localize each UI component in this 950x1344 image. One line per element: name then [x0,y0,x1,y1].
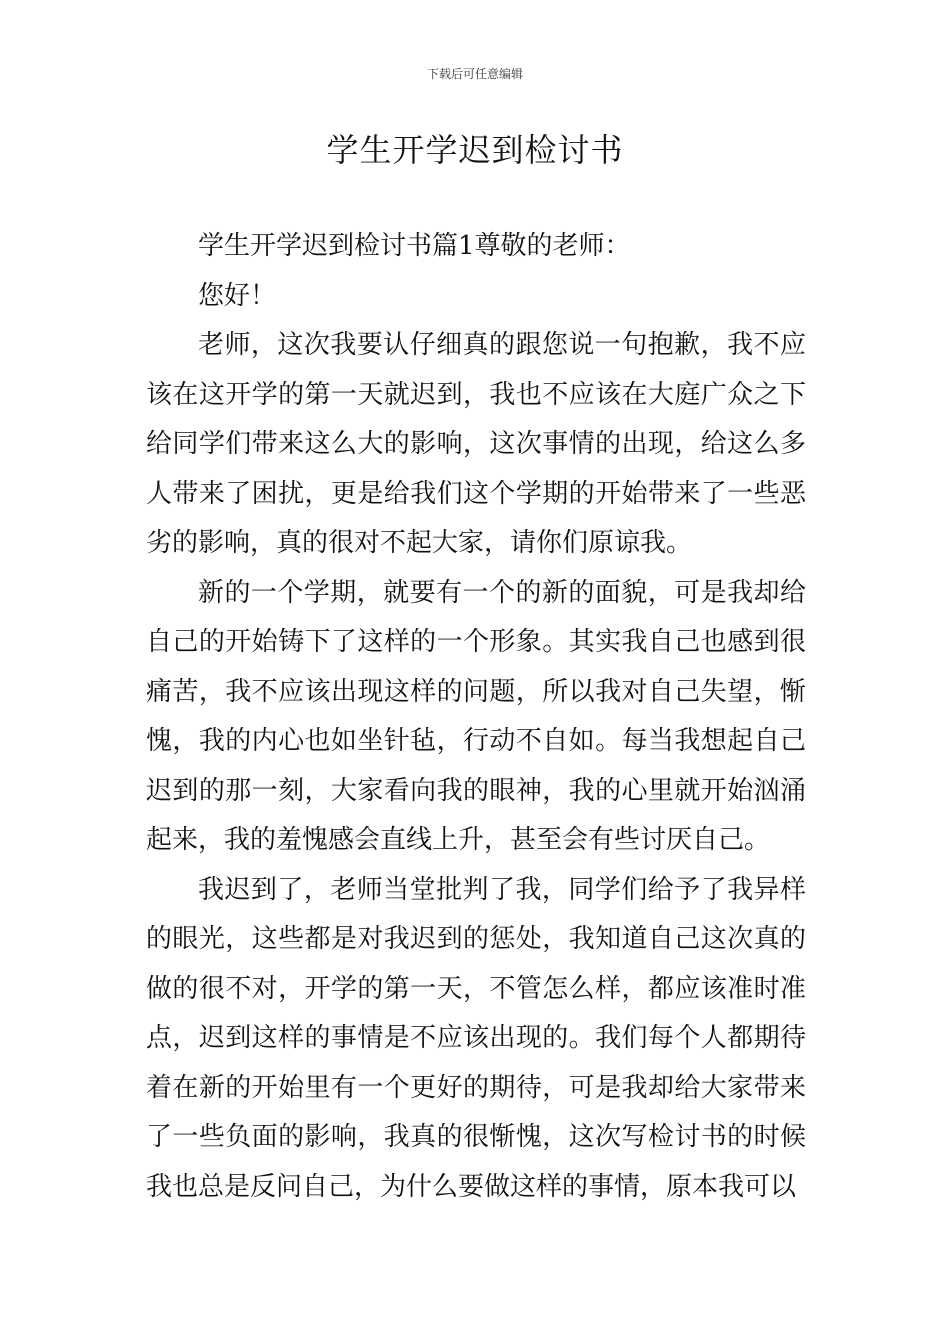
paragraph-greeting: 您好！ [198,280,277,311]
document-title: 学生开学迟到检讨书 [326,131,624,169]
paragraph-apology: 老师，这次我要认仔细真的跟您说一句抱歉，我不应该在这开学的第一天就迟到，我也不应该在大庭广众之下给同学们带来这么大的影响，这次事情的出现，给这么多人带来了困扰，更是给我们这个学期的开始带来了一些恶劣的影响，真的很对不起大家，请你们原谅我。 [146,330,806,558]
document-body [146,222,806,1212]
paragraph-heading-line: 学生开学迟到检讨书篇1尊敬的老师： [198,231,631,261]
page-header-note: 下载后可任意编辑 [426,67,523,81]
paragraph-new-semester: 新的一个学期，就要有一个的新的面貌，可是我却给自己的开始铸下了这样的一个形象。其实我自己也感到很痛苦，我不应该出现这样的问题，所以我对自己失望，惭愧，我的内心也如坐针毡，行动不自如。每当我想起自己迟到的那一刻，大家看向我的眼神，我的心里就开始汹涌起来，我的羞愧感会直线上升，甚至会有些讨厌自己。 [146,577,806,855]
paragraph-consequences: 我迟到了，老师当堂批判了我，同学们给予了我异样的眼光，这些都是对我迟到的惩处，我知道自己这次真的做的很不对，开学的第一天，不管怎么样，都应该准时准点，迟到这样的事情是不应该出现的。我们每个人都期待着在新的开始里有一个更好的期待，可是我却给大家带来了一些负面的影响，我真的很惭愧，这次写检讨书的时候我也总是反问自己，为什么要做这样的事情，原本我可以 [146,874,806,1202]
